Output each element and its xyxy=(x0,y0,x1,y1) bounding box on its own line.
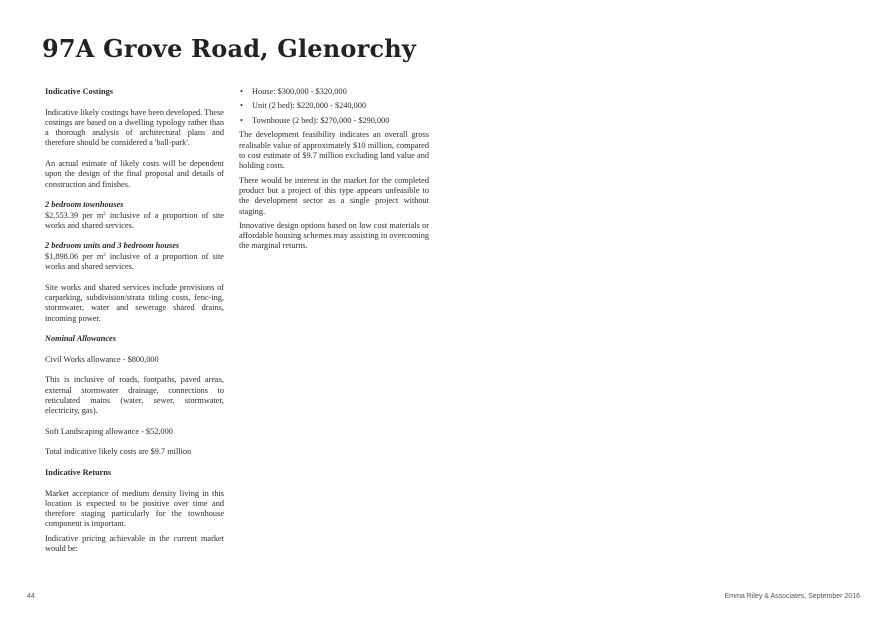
townhouses-heading: 2 bedroom townhouses xyxy=(45,200,124,210)
estimate-paragraph: An actual esimate of likely costs will be dependent upon the design of the final proposal and details of construction and finishes. xyxy=(45,159,224,189)
bullet-icon: • xyxy=(240,101,243,111)
units-rate-value: $1,898.06 per m xyxy=(45,251,104,261)
list-item-text: House: $300,000 - $320,000 xyxy=(252,87,347,96)
list-item-text: Townhouse (2 bed): $270,000 - $290,000 xyxy=(252,115,390,125)
page-number: 44 xyxy=(27,593,35,600)
civil-works-allowance: Civil Works allowance - $800,000 xyxy=(45,354,159,364)
site-works-paragraph: Site works and shared services include provisions of carparking, subdivision/strata titling costs, fenc-ing, stormwater, water and sewerage shared drains, incoming power. xyxy=(45,282,224,323)
list-item xyxy=(239,101,429,111)
innovative-paragraph: Innovative design options based on low cost materials or affordable housing schemes may assisting in overcoming the marginal returns. xyxy=(239,220,429,251)
market-paragraph: Market acceptance of medium density living in this location is expected to be positive over time and therefore staging particularly for the townhouse component is important. xyxy=(45,488,224,529)
list-item xyxy=(239,116,429,126)
pricing-paragraph: Indicative pricing achievable in the current market would be: xyxy=(45,533,224,554)
nominal-heading: Nominal Allowances xyxy=(45,334,116,344)
right-column xyxy=(239,87,429,252)
units-rate-rest: inclusive of a proportion of site works and shared services. xyxy=(45,251,224,272)
left-column xyxy=(45,87,224,554)
bullet-icon: • xyxy=(240,115,243,125)
costings-intro: Indicative likely costings have been developed. These costings are based on a dwelling typology rather than a thorough analysis of architectural plans and therefore should be considered a 'ball-park'. xyxy=(45,107,224,148)
civil-works-detail: This is inclusive of roads, footpaths, paved areas, external stormwater drainage, connections to reticulated mains (water, sewer, stormwater, electricity, gas). xyxy=(45,375,224,416)
townhouses-rate xyxy=(45,211,224,232)
page-title: 97A Grove Road, Glenorchy xyxy=(42,34,417,63)
units-heading: 2 bedroom units and 3 bedroom houses xyxy=(45,241,180,251)
soft-landscaping-allowance: Soft Landscaping allowance - $52,000 xyxy=(45,426,173,436)
townhouses-rate-value: $2,553.39 per m xyxy=(45,210,104,220)
list-item-text: Unit (2 bed): $220,000 - $240,000 xyxy=(252,101,367,111)
total-costs: Total indicative likely costs are $9.7 million xyxy=(45,447,192,457)
returns-heading: Indicative Returns xyxy=(45,467,112,477)
units-rate-sup: 2 xyxy=(103,252,106,258)
list-item xyxy=(239,87,429,97)
interest-paragraph: There would be interest in the market for the completed product but a project of this type appears unfeasible to the development sector as a single project without staging. xyxy=(239,175,429,216)
townhouses-rate-rest: inclusive of a proportion of site works and shared services. xyxy=(45,210,224,230)
costings-heading: Indicative Costings xyxy=(45,87,113,96)
footer-credit: Emma Riley & Associates, September 2016 xyxy=(724,593,860,600)
units-rate xyxy=(45,252,224,273)
feasibility-paragraph: The development feasibility indicates an overall gross realisable value of approximately $10 million, compared to cost estimate of $9.7 million excluding land value and holding costs. xyxy=(239,130,429,171)
bullet-icon: • xyxy=(240,87,243,96)
pricing-list xyxy=(239,87,429,126)
townhouses-rate-sup: 2 xyxy=(103,211,106,217)
